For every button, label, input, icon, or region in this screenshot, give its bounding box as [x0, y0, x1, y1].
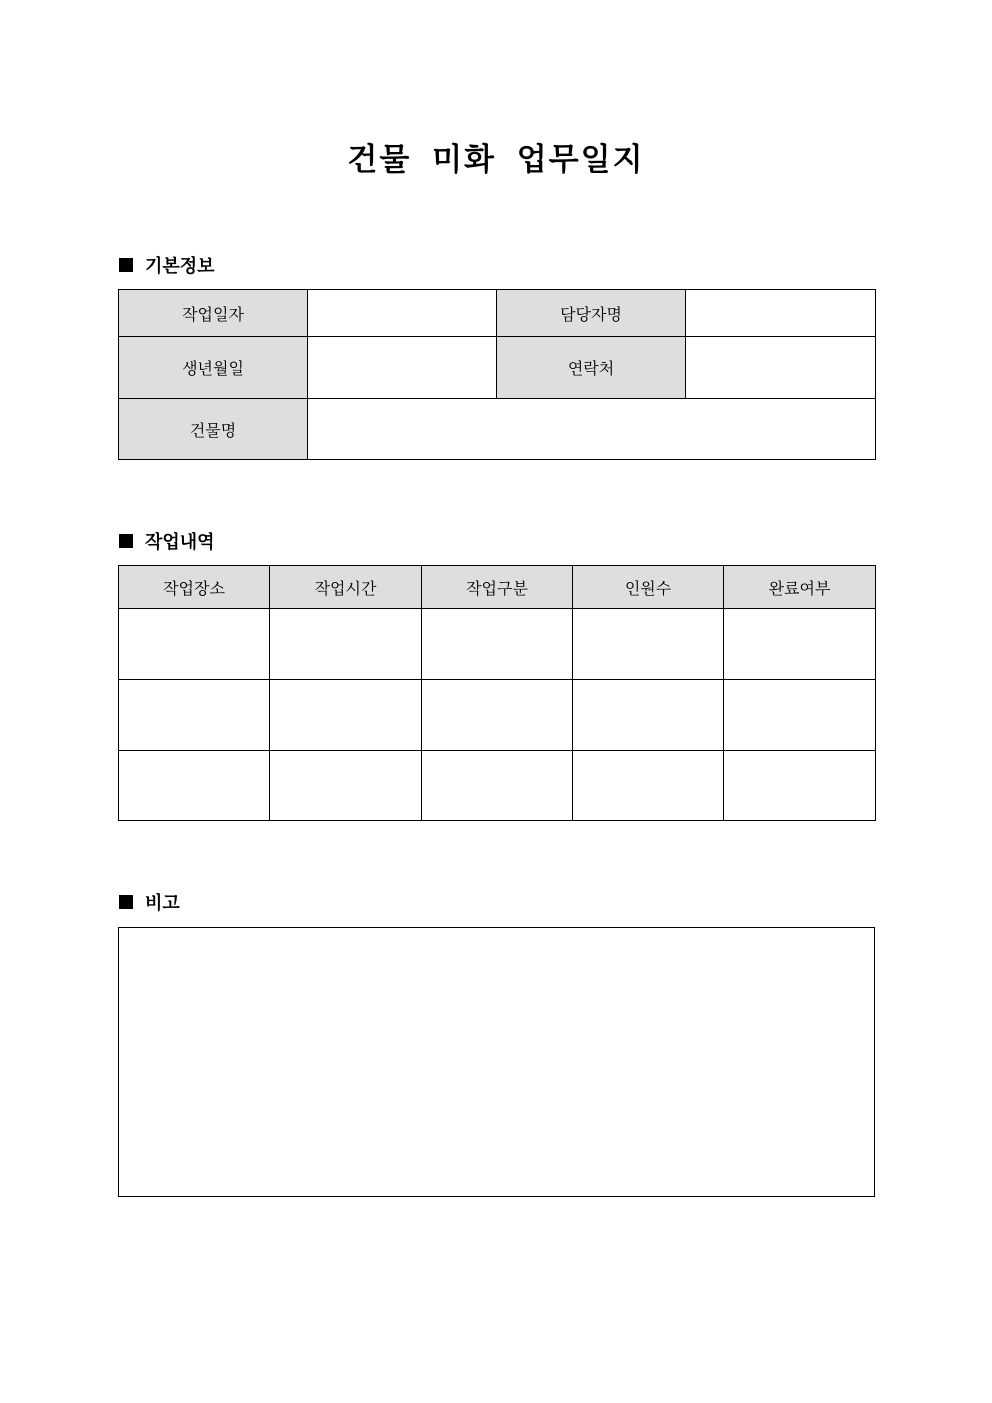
column-header-completion: 완료여부: [724, 566, 876, 609]
remarks-heading: [119, 890, 180, 914]
table-row: [119, 609, 876, 680]
remarks-box[interactable]: [118, 927, 875, 1197]
building-name-label: 건물명: [119, 399, 308, 460]
work-details-table: [118, 565, 876, 821]
work-type-cell[interactable]: [422, 609, 573, 680]
column-header-work-location: 작업장소: [119, 566, 270, 609]
black-square-icon: [119, 534, 133, 548]
headcount-cell[interactable]: [573, 680, 724, 751]
work-location-cell[interactable]: [119, 680, 270, 751]
work-type-cell[interactable]: [422, 680, 573, 751]
column-header-work-time: 작업시간: [270, 566, 422, 609]
work-details-heading-label: 작업내역: [145, 532, 215, 553]
basic-info-heading: [119, 253, 215, 277]
remarks-heading-label: 비고: [145, 893, 180, 914]
work-time-cell[interactable]: [270, 609, 422, 680]
basic-info-row-3: [119, 399, 876, 460]
table-row: [119, 680, 876, 751]
birth-date-label: 생년월일: [119, 337, 308, 399]
work-time-cell[interactable]: [270, 680, 422, 751]
column-header-work-type: 작업구분: [422, 566, 573, 609]
black-square-icon: [119, 258, 133, 272]
manager-name-label: 담당자명: [497, 290, 686, 337]
basic-info-table: [118, 289, 876, 460]
basic-info-row-2: [119, 337, 876, 399]
work-date-label: 작업일자: [119, 290, 308, 337]
building-name-field[interactable]: [308, 399, 876, 460]
work-type-cell[interactable]: [422, 751, 573, 821]
document-title: 건물 미화 업무일지: [347, 142, 645, 178]
completion-cell[interactable]: [724, 751, 876, 821]
column-header-headcount: 인원수: [573, 566, 724, 609]
work-time-cell[interactable]: [270, 751, 422, 821]
birth-date-field[interactable]: [308, 337, 497, 399]
work-location-cell[interactable]: [119, 609, 270, 680]
basic-info-heading-label: 기본정보: [145, 256, 215, 277]
headcount-cell[interactable]: [573, 609, 724, 680]
manager-name-field[interactable]: [686, 290, 876, 337]
contact-label: 연락처: [497, 337, 686, 399]
completion-cell[interactable]: [724, 680, 876, 751]
black-square-icon: [119, 895, 133, 909]
basic-info-row-1: [119, 290, 876, 337]
table-row: [119, 751, 876, 821]
work-location-cell[interactable]: [119, 751, 270, 821]
headcount-cell[interactable]: [573, 751, 724, 821]
contact-field[interactable]: [686, 337, 876, 399]
work-details-heading: [119, 529, 215, 553]
completion-cell[interactable]: [724, 609, 876, 680]
work-date-field[interactable]: [308, 290, 497, 337]
work-details-header-row: [119, 566, 876, 609]
